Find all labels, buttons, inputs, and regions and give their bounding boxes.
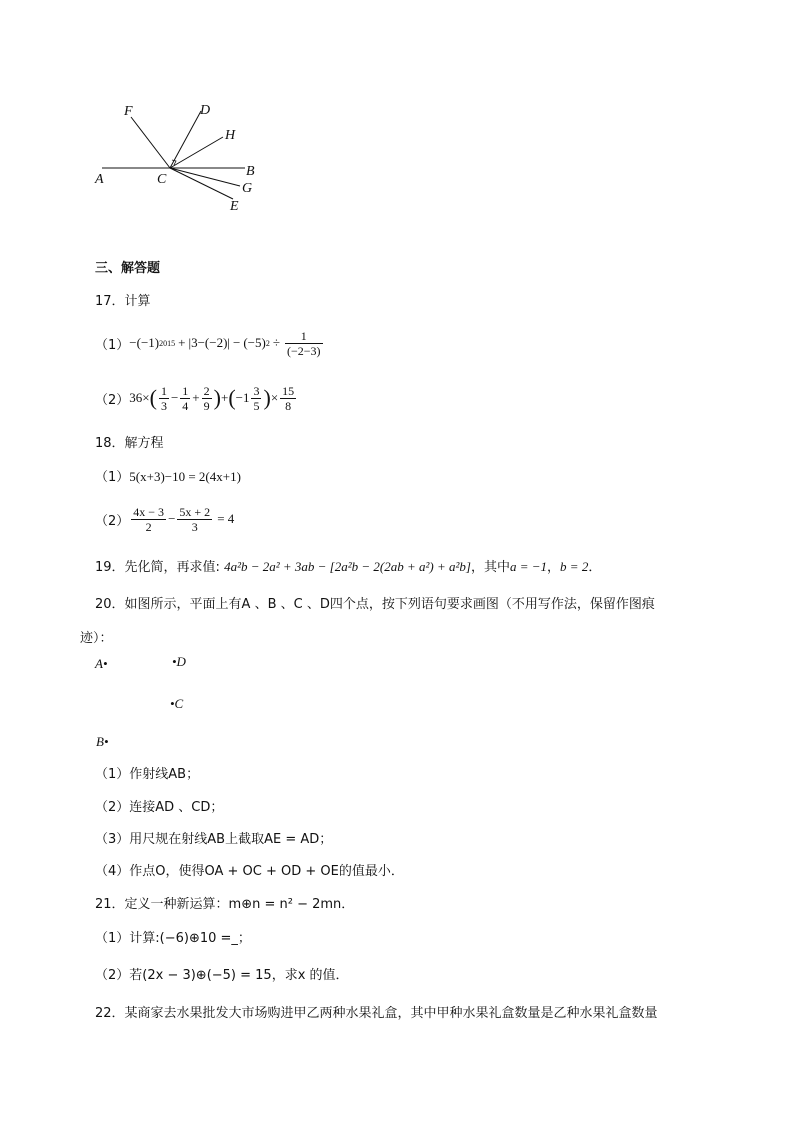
q18-p2-frac2 [177, 505, 212, 534]
q17-p1-base2: (−5) [243, 335, 266, 350]
point-B: B• [96, 734, 109, 749]
q17-p2-rparen2: ) [263, 385, 271, 410]
q17-p2-frac3 [202, 384, 212, 413]
label-E: E [230, 199, 239, 214]
q17-p1-abs: |3−(−2)| [188, 335, 230, 350]
q17-p2-f2n: 1 [182, 383, 189, 398]
q17-p2-f4d: 5 [253, 398, 260, 413]
q17-p2-f1d: 3 [160, 398, 167, 413]
q18-p2-f2n: 5x + 2 [179, 504, 211, 519]
q18-p2-op: − [168, 511, 176, 526]
q17-p2-frac2 [180, 384, 190, 413]
q17-p1-exp: 2015 [159, 338, 176, 348]
q17-p2-f5d: 8 [285, 398, 292, 413]
q18-p1-label: （1） [95, 470, 130, 485]
q18-p2-f1n: 4x − 3 [133, 504, 165, 519]
q17-p2-label: （2） [95, 392, 130, 408]
label-D: D [200, 103, 211, 118]
angle-figure [90, 95, 270, 220]
q18-p2-label: （2） [95, 513, 130, 529]
q17-p2-b: + [220, 390, 229, 405]
q17-p2-frac4 [251, 384, 261, 413]
point-D: •D [172, 654, 186, 669]
q17-p1-div: ÷ [272, 335, 280, 350]
ray-CE [170, 168, 233, 199]
q17-p2-c: −1 [235, 390, 250, 405]
q21-part1: （1）计算:(−6)⊕10 =_； [95, 931, 251, 946]
q17-p2-f2d: 4 [182, 398, 189, 413]
q20-item3: （3）用尺规在射线AB上截取AE = AD； [95, 832, 333, 847]
q22-line1: 22．某商家去水果批发大市场购进甲乙两种水果礼盒，其中甲种水果礼盒数量是乙种水果礼盒数量 [95, 1006, 658, 1021]
q18-p2-rhs: = 4 [217, 511, 235, 526]
point-C: •C [170, 696, 184, 711]
q17-p2-rparen: ) [213, 385, 221, 410]
ray-CG [170, 168, 240, 186]
q18-p2-f2d: 3 [191, 519, 198, 534]
q19-prefix: 19．先化简，再求值: [95, 560, 225, 575]
q20-line1: 20．如图所示，平面上有A 、B 、C 、D四个点，按下列语句要求画图（不用写作法，保留作图痕 [95, 597, 655, 612]
label-B: B [246, 164, 255, 179]
q18-part1 [95, 466, 241, 485]
q17-part2 [95, 382, 298, 414]
q17-p2-frac5 [280, 384, 296, 413]
q17-p1-exp2: 2 [265, 338, 270, 348]
q18-p1-eq: 5(x+3)−10 = 2(4x+1) [129, 469, 241, 484]
q19 [95, 556, 601, 575]
q18-p2-frac1 [131, 505, 166, 534]
q20-item4: （4）作点O，使得OA + OC + OD + OE的值最小． [95, 864, 404, 879]
label-G: G [242, 181, 253, 196]
q17-p2-f4n: 3 [253, 383, 260, 398]
q19-sep: ， [547, 560, 561, 575]
q17-p1-minus2: − [233, 335, 241, 350]
q19-end: ． [588, 560, 602, 575]
label-A: A [95, 172, 104, 187]
section-heading: 三、解答题 [95, 261, 161, 276]
q17-p2-a: 36× [129, 390, 150, 405]
q17-p1-plus: + [178, 335, 186, 350]
q20-item1: （1）作射线AB； [95, 767, 200, 782]
q18-title: 18．解方程 [95, 436, 164, 451]
q17-part1 [95, 328, 325, 358]
q20-item2: （2）连接AD 、CD； [95, 800, 224, 815]
q17-p1-label: （1） [95, 337, 130, 353]
q18-part2 [95, 503, 234, 535]
q17-p1-base: (−1) [136, 335, 160, 350]
q17-title: 17．计算 [95, 294, 151, 309]
q20-line2: 迹）： [80, 631, 113, 646]
label-F: F [124, 104, 133, 119]
q17-p2-f3d: 9 [203, 398, 210, 413]
q18-p2-f1d: 2 [145, 519, 152, 534]
q19-mid: ，其中 [470, 560, 510, 575]
q17-p2-f1n: 1 [160, 383, 167, 398]
q17-p2-lparen2: ( [228, 385, 236, 410]
label-H: H [225, 128, 236, 143]
q17-p2-frac1 [159, 384, 169, 413]
q17-p1-minus: − [129, 335, 137, 350]
q17-p2-d: × [270, 390, 279, 405]
q19-cond1: a = −1 [509, 559, 548, 574]
q17-p1-num: 1 [285, 329, 323, 344]
q21-part2: （2）若(2x − 3)⊕(−5) = 15，求x 的值． [95, 968, 349, 983]
q19-cond2: b = 2 [560, 559, 589, 574]
q17-p2-m2: + [192, 390, 200, 405]
q17-p1-fraction [285, 329, 323, 358]
q17-p2-f5n: 15 [282, 383, 295, 398]
q21-title: 21．定义一种新运算：m⊕n = n² − 2mn． [95, 897, 355, 912]
q17-p2-lparen: ( [149, 385, 157, 410]
point-A: A• [95, 656, 108, 671]
q19-expr: 4a²b − 2a² + 3ab − [2a²b − 2(2ab + a²) + a²b] [224, 559, 471, 574]
q17-p2-m1: − [170, 390, 179, 405]
ray-CF [131, 117, 170, 168]
label-C: C [157, 172, 167, 187]
q17-p2-f3n: 2 [203, 383, 210, 398]
q17-p1-den: (−2−3) [286, 343, 321, 358]
